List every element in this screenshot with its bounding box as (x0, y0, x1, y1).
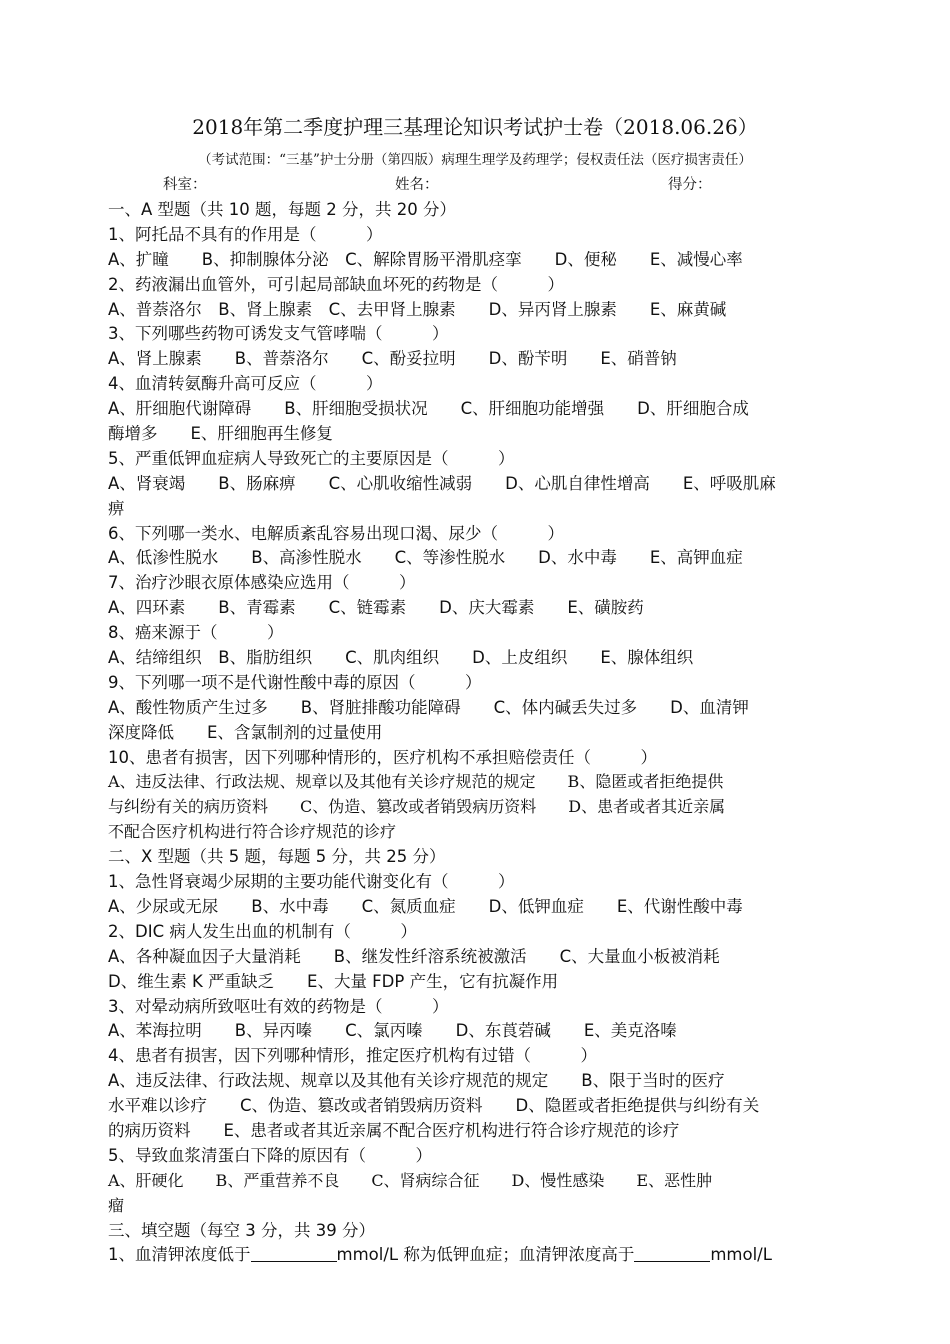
text-line: 3、对晕动病所致呕吐有效的药物是（ ） (108, 996, 449, 1016)
text-line: A、普萘洛尔 B、肾上腺素 C、去甲肾上腺素 D、异丙肾上腺素 E、麻黄碱 (108, 299, 727, 319)
text-line: 9、下列哪一项不是代谢性酸中毒的原因（ ） (108, 672, 482, 692)
name-label: 姓名： (395, 177, 439, 193)
text-line: 6、下列哪一类水、电解质紊乱容易出现口渴、尿少（ ） (108, 523, 564, 543)
text-line: A、苯海拉明 B、异丙嗪 C、氯丙嗪 D、东莨菪碱 E、美克洛嗪 (108, 1021, 677, 1041)
text-line: A、肾上腺素 B、普萘洛尔 C、酚妥拉明 D、酚苄明 E、硝普钠 (108, 349, 677, 369)
text-line: A、肝硬化 B、严重营养不良 C、肾病综合征 D、慢性感染 E、恶性肿 (108, 1170, 713, 1190)
fill-blank-question (108, 1243, 848, 1268)
text-line: 痹 (108, 498, 125, 518)
text-line: A、违反法律、行政法规、规章以及其他有关诊疗规范的规定 B、隐匿或者拒绝提供 (108, 772, 724, 792)
text-line: 2、DIC 病人发生出血的机制有（ ） (108, 921, 417, 941)
text-line: 5、导致血浆清蛋白下降的原因有（ ） (108, 1145, 432, 1165)
text-line: 2、药液漏出血管外，可引起局部缺血坏死的药物是（ ） (108, 274, 564, 294)
text-line: 三、填空题（每空 3 分，共 39 分） (108, 1220, 375, 1240)
text-line: 不配合医疗机构进行符合诊疗规范的诊疗 (108, 822, 397, 842)
text-line: A、少尿或无尿 B、水中毒 C、氮质血症 D、低钾血症 E、代谢性酸中毒 (108, 896, 743, 916)
text-line: 一、A 型题（共 10 题，每题 2 分，共 20 分） (108, 200, 456, 219)
fill-question-text: mmol/L (710, 1245, 772, 1265)
question-body (108, 198, 848, 1268)
text-line: 二、X 型题（共 5 题，每题 5 分，共 25 分） (108, 847, 446, 867)
answer-blank[interactable] (634, 1243, 710, 1262)
answer-blank[interactable] (251, 1243, 337, 1262)
text-line: 7、治疗沙眼衣原体感染应选用（ ） (108, 573, 416, 593)
text-line: A、肝细胞代谢障碍 B、肝细胞受损状况 C、肝细胞功能增强 D、肝细胞合成 (108, 399, 749, 419)
text-line: 酶增多 E、肝细胞再生修复 (108, 424, 333, 444)
page-title: 2018年第二季度护理三基理论知识考试护士卷（2018.06.26） (192, 115, 758, 139)
text-line: 与纠纷有关的病历资料 C、伪造、篡改或者销毁病历资料 D、患者或者其近亲属 (108, 797, 726, 817)
text-line: 4、患者有损害，因下列哪种情形，推定医疗机构有过错（ ） (108, 1046, 597, 1066)
text-line: 5、严重低钾血症病人导致死亡的主要原因是（ ） (108, 448, 515, 468)
fill-question-text: 1、血清钾浓度低于 (108, 1245, 251, 1265)
exam-scope: （考试范围：“三基”护士分册（第四版）病理生理学及药理学；侵权责任法（医疗损害责任） (198, 152, 752, 168)
fill-question-text: mmol/L 称为低钾血症；血清钾浓度高于 (336, 1245, 635, 1265)
text-line: A、肾衰竭 B、肠麻痹 C、心肌收缩性减弱 D、心肌自律性增高 E、呼吸肌麻 (108, 473, 776, 493)
text-line: A、四环素 B、青霉素 C、链霉素 D、庆大霉素 E、磺胺药 (108, 598, 644, 618)
text-line: 4、血清转氨酶升高可反应（ ） (108, 374, 383, 394)
text-line: A、各种凝血因子大量消耗 B、继发性纤溶系统被激活 C、大量血小板被消耗 (108, 946, 720, 966)
text-line: A、酸性物质产生过多 B、肾脏排酸功能障碍 C、体内碱丢失过多 D、血清钾 (108, 697, 749, 717)
text-line: 1、阿托品不具有的作用是（ ） (108, 224, 383, 244)
text-line: 瘤 (108, 1195, 125, 1215)
text-line: 8、癌来源于（ ） (108, 623, 284, 643)
text-line: 深度降低 E、含氯制剂的过量使用 (108, 722, 383, 742)
text-line: 1、急性肾衰竭少尿期的主要功能代谢变化有（ ） (108, 872, 515, 892)
text-line: A、结缔组织 B、脂肪组织 C、肌肉组织 D、上皮组织 E、腺体组织 (108, 648, 694, 668)
text-line: 的病历资料 E、患者或者其近亲属不配合医疗机构进行符合诊疗规范的诊疗 (108, 1120, 680, 1140)
text-line: 3、下列哪些药物可诱发支气管哮喘（ ） (108, 324, 449, 344)
text-line: A、违反法律、行政法规、规章以及其他有关诊疗规范的规定 B、限于当时的医疗 (108, 1071, 725, 1091)
text-line: 10、患者有损害，因下列哪种情形的，医疗机构不承担赔偿责任（ ） (108, 747, 657, 767)
dept-label: 科室： (163, 177, 207, 193)
text-line: A、低渗性脱水 B、高渗性脱水 C、等渗性脱水 D、水中毒 E、高钾血症 (108, 548, 743, 568)
text-line: D、维生素 K 严重缺乏 E、大量 FDP 产生，它有抗凝作用 (108, 971, 559, 991)
score-label: 得分： (668, 177, 712, 193)
text-line: A、扩瞳 B、抑制腺体分泌 C、解除胃肠平滑肌痉挛 D、便秘 E、减慢心率 (108, 249, 743, 269)
text-line: 水平难以诊疗 C、伪造、篡改或者销毁病历资料 D、隐匿或者拒绝提供与纠纷有关 (108, 1096, 760, 1116)
